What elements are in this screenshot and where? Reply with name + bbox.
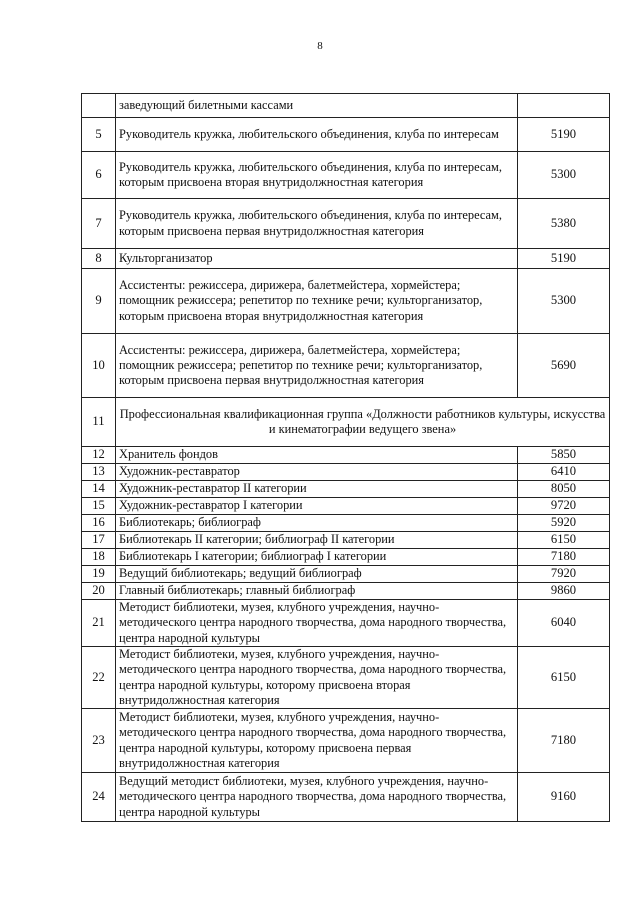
- row-number: 12: [82, 447, 116, 464]
- table-row: [82, 464, 610, 481]
- position-name: Художник-реставратор I категории: [116, 498, 518, 515]
- qualification-group-heading: Профессиональная квалификационная группа «Должности работников культуры, искусства и кинематографии ведущего звена»: [116, 398, 610, 447]
- table-row: [82, 334, 610, 398]
- position-name: заведующий билетными кассами: [116, 94, 518, 118]
- salary-value: 5690: [518, 334, 610, 398]
- table-row: [82, 398, 610, 447]
- row-number: 19: [82, 566, 116, 583]
- table-row: [82, 481, 610, 498]
- salary-value: 5850: [518, 447, 610, 464]
- table-row: [82, 549, 610, 566]
- position-name: Ведущий методист библиотеки, музея, клубного учреждения, научно- методического центра народного творчества, дома народного творчества, центра народной культуры: [116, 773, 518, 822]
- salary-value: 5190: [518, 249, 610, 269]
- salary-value: 5920: [518, 515, 610, 532]
- row-number: 6: [82, 152, 116, 199]
- row-number: 17: [82, 532, 116, 549]
- position-name: Художник-реставратор II категории: [116, 481, 518, 498]
- position-name: Руководитель кружка, любительского объединения, клуба по интересам, которым присвоена первая внутридолжностная категория: [116, 199, 518, 249]
- position-name: Методист библиотеки, музея, клубного учреждения, научно-методического центра народного творчества, дома народного творчества, центра народной культуры, которому присвоена вторая внутридолжностная категория: [116, 647, 518, 709]
- salary-value: 9160: [518, 773, 610, 822]
- row-number: 21: [82, 600, 116, 647]
- row-number: 20: [82, 583, 116, 600]
- position-name: Художник-реставратор: [116, 464, 518, 481]
- table-row: [82, 94, 610, 118]
- table-row: [82, 447, 610, 464]
- position-name: Главный библиотекарь; главный библиограф: [116, 583, 518, 600]
- salary-value: 6040: [518, 600, 610, 647]
- salary-value: 7920: [518, 566, 610, 583]
- row-number: 22: [82, 647, 116, 709]
- row-number: 7: [82, 199, 116, 249]
- salary-value: 7180: [518, 709, 610, 773]
- table-row: [82, 709, 610, 773]
- table-row: [82, 118, 610, 152]
- row-number: [82, 94, 116, 118]
- row-number: 16: [82, 515, 116, 532]
- table-row: [82, 269, 610, 334]
- row-number: 13: [82, 464, 116, 481]
- position-name: Ведущий библиотекарь; ведущий библиограф: [116, 566, 518, 583]
- salary-value: 8050: [518, 481, 610, 498]
- table-row: [82, 583, 610, 600]
- row-number: 11: [82, 398, 116, 447]
- salary-value: 5190: [518, 118, 610, 152]
- table-row: [82, 773, 610, 822]
- row-number: 9: [82, 269, 116, 334]
- salary-value: 6150: [518, 532, 610, 549]
- table-row: [82, 199, 610, 249]
- salary-value: [518, 94, 610, 118]
- table-row: [82, 532, 610, 549]
- row-number: 23: [82, 709, 116, 773]
- salary-value: 5300: [518, 269, 610, 334]
- table-row: [82, 600, 610, 647]
- salary-value: 6150: [518, 647, 610, 709]
- row-number: 18: [82, 549, 116, 566]
- salary-table: [81, 93, 610, 822]
- position-name: Библиотекарь I категории; библиограф I категории: [116, 549, 518, 566]
- table-row: [82, 515, 610, 532]
- salary-value: 5380: [518, 199, 610, 249]
- row-number: 8: [82, 249, 116, 269]
- position-name: Библиотекарь II категории; библиограф II категории: [116, 532, 518, 549]
- salary-value: 7180: [518, 549, 610, 566]
- table-row: [82, 566, 610, 583]
- row-number: 15: [82, 498, 116, 515]
- position-name: Руководитель кружка, любительского объединения, клуба по интересам, которым присвоена вторая внутридолжностная категория: [116, 152, 518, 199]
- row-number: 24: [82, 773, 116, 822]
- row-number: 5: [82, 118, 116, 152]
- salary-value: 6410: [518, 464, 610, 481]
- table-row: [82, 152, 610, 199]
- row-number: 14: [82, 481, 116, 498]
- row-number: 10: [82, 334, 116, 398]
- position-name: Культорганизатор: [116, 249, 518, 269]
- salary-value: 9720: [518, 498, 610, 515]
- position-name: Ассистенты: режиссера, дирижера, балетмейстера, хормейстера; помощник режиссера; репетитор по технике речи; культорганизатор, которым присвоена вторая внутридолжностная категория: [116, 269, 518, 334]
- position-name: Методист библиотеки, музея, клубного учреждения, научно-методического центра народного творчества, дома народного творчества, центра народной культуры, которому присвоена первая внутридолжностная категория: [116, 709, 518, 773]
- position-name: Методист библиотеки, музея, клубного учреждения, научно-методического центра народного творчества, дома народного творчества, центра народной культуры: [116, 600, 518, 647]
- position-name: Хранитель фондов: [116, 447, 518, 464]
- position-name: Ассистенты: режиссера, дирижера, балетмейстера, хормейстера; помощник режиссера; репетитор по технике речи; культорганизатор, которым присвоена первая внутридолжностная категория: [116, 334, 518, 398]
- table-row: [82, 249, 610, 269]
- salary-value: 5300: [518, 152, 610, 199]
- position-name: Библиотекарь; библиограф: [116, 515, 518, 532]
- table-row: [82, 647, 610, 709]
- salary-value: 9860: [518, 583, 610, 600]
- table-row: [82, 498, 610, 515]
- position-name: Руководитель кружка, любительского объединения, клуба по интересам: [116, 118, 518, 152]
- page-number: 8: [317, 40, 323, 52]
